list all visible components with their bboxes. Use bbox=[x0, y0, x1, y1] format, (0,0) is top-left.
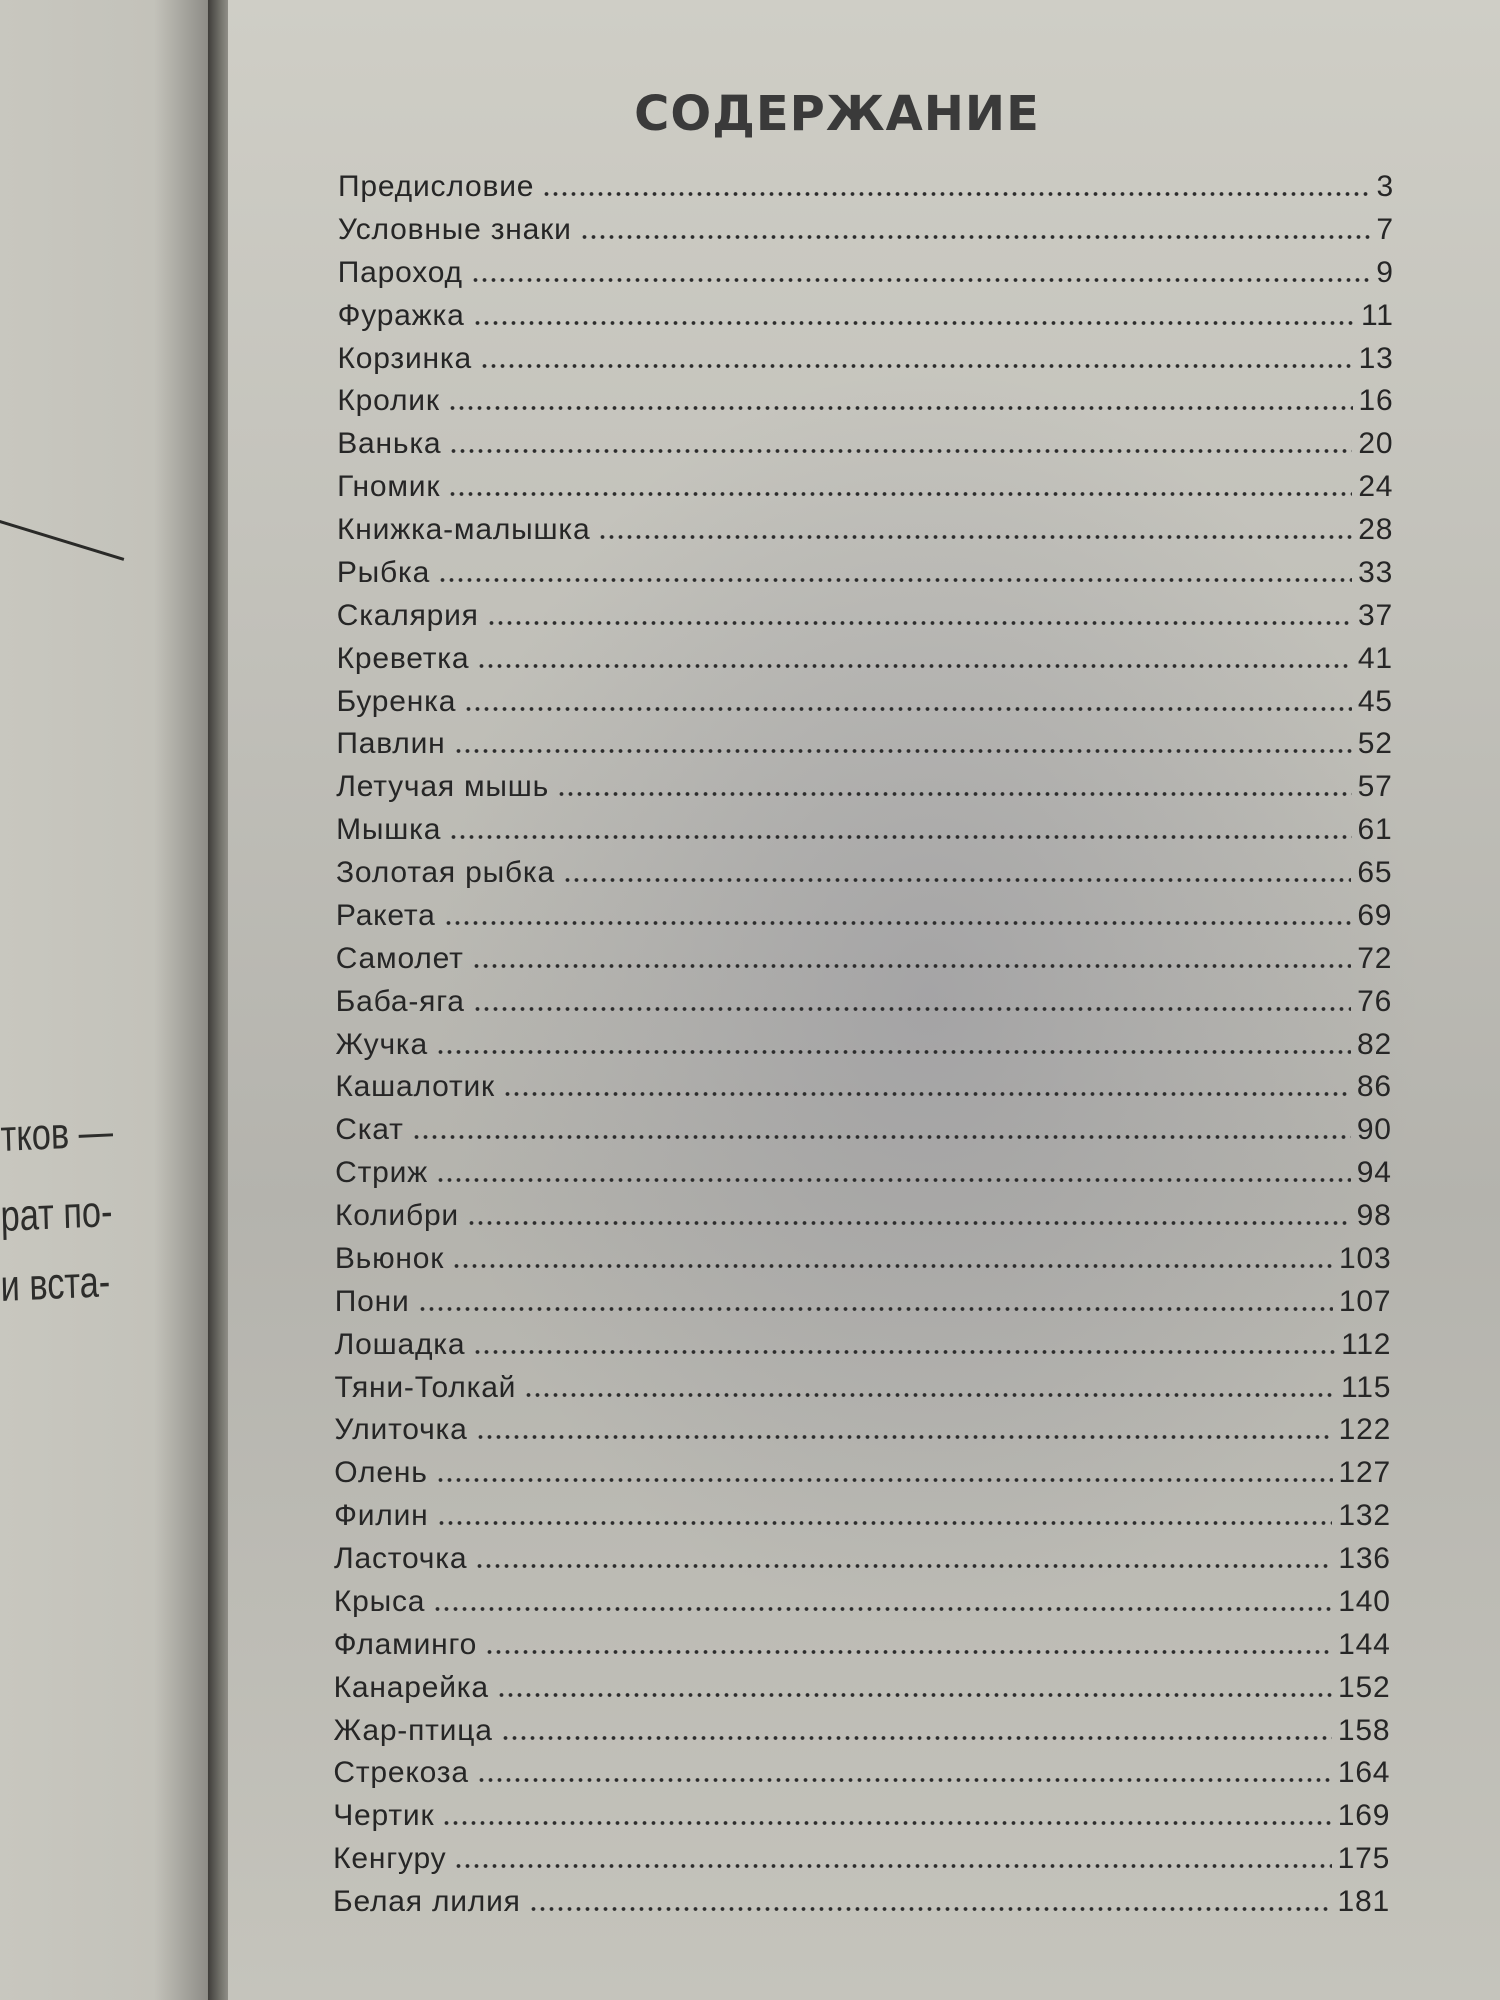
toc-entry bbox=[338, 167, 1394, 207]
toc-entry bbox=[337, 381, 1393, 421]
dot-leader bbox=[473, 1006, 1351, 1012]
toc-entry bbox=[335, 1325, 1392, 1365]
toc-entry-page-number: 127 bbox=[1338, 1456, 1391, 1490]
toc-entry bbox=[338, 253, 1394, 293]
dot-leader bbox=[475, 1563, 1332, 1569]
dot-leader bbox=[473, 1349, 1335, 1355]
toc-entry-title: Пароход bbox=[337, 255, 463, 289]
toc-entry-title: Ванька bbox=[337, 427, 442, 461]
toc-entry bbox=[338, 339, 1394, 379]
toc-entry bbox=[334, 1453, 1391, 1493]
dot-leader bbox=[501, 1735, 1332, 1741]
toc-entry-page-number: 7 bbox=[1376, 212, 1394, 246]
dot-leader bbox=[477, 663, 1352, 669]
toc-entry-page-number: 82 bbox=[1357, 1027, 1392, 1061]
toc-entry-title: Гномик bbox=[337, 470, 441, 504]
toc-entry bbox=[336, 724, 1392, 764]
toc-entry-title: Условные знаки bbox=[337, 212, 572, 246]
toc-entry-title: Фуражка bbox=[337, 298, 465, 332]
dot-leader bbox=[471, 277, 1370, 283]
dot-leader bbox=[467, 1220, 1351, 1226]
dot-leader bbox=[472, 963, 1352, 969]
toc-entry bbox=[336, 810, 1392, 850]
left-page-text-line: и вста- bbox=[0, 1257, 111, 1311]
dot-leader bbox=[436, 1049, 1351, 1055]
toc-entry-title: Улиточка bbox=[334, 1413, 468, 1447]
toc-entry-title: Колибри bbox=[335, 1199, 459, 1232]
toc-entry-title: Рыбка bbox=[336, 555, 431, 589]
toc-entry bbox=[336, 767, 1392, 807]
toc-entry-page-number: 57 bbox=[1357, 770, 1393, 804]
dot-leader bbox=[448, 405, 1353, 411]
right-page bbox=[228, 0, 1500, 2000]
toc-entry-title: Кролик bbox=[337, 384, 440, 418]
drawing-line bbox=[0, 517, 124, 561]
page-title: СОДЕРЖАНИЕ bbox=[634, 86, 1040, 142]
toc-entry-page-number: 45 bbox=[1357, 684, 1393, 718]
dot-leader bbox=[542, 191, 1370, 197]
toc-entry-page-number: 181 bbox=[1337, 1885, 1390, 1918]
toc-entry bbox=[337, 639, 1393, 679]
toc-entry bbox=[334, 1668, 1391, 1708]
dot-leader bbox=[433, 1606, 1332, 1612]
toc-entry-title: Мышка bbox=[336, 813, 442, 847]
toc-entry bbox=[333, 1796, 1390, 1836]
toc-entry bbox=[335, 1110, 1392, 1150]
toc-entry-page-number: 16 bbox=[1358, 384, 1394, 418]
dot-leader bbox=[563, 877, 1351, 883]
toc-entry-title: Ракета bbox=[335, 898, 436, 932]
toc-entry-page-number: 69 bbox=[1357, 898, 1393, 932]
toc-entry-title: Филин bbox=[334, 1499, 429, 1533]
toc-entry-page-number: 11 bbox=[1360, 298, 1394, 332]
toc-entry-page-number: 3 bbox=[1376, 170, 1394, 203]
toc-entry-title: Чертик bbox=[333, 1799, 435, 1833]
dot-leader bbox=[449, 448, 1352, 454]
toc-entry-page-number: 98 bbox=[1356, 1199, 1392, 1232]
toc-entry-page-number: 20 bbox=[1358, 427, 1394, 461]
toc-entry-title: Фламинго bbox=[333, 1627, 478, 1661]
toc-entry-page-number: 115 bbox=[1340, 1370, 1392, 1404]
toc-entry-page-number: 103 bbox=[1339, 1241, 1392, 1275]
toc-entry-page-number: 90 bbox=[1356, 1113, 1392, 1147]
dot-leader bbox=[580, 234, 1371, 240]
toc-entry bbox=[336, 896, 1392, 936]
toc-entry bbox=[334, 1496, 1391, 1536]
toc-entry-title: Самолет bbox=[335, 941, 464, 975]
toc-entry bbox=[336, 1025, 1393, 1065]
toc-entry-page-number: 13 bbox=[1358, 341, 1394, 375]
toc-entry-page-number: 65 bbox=[1357, 856, 1393, 889]
toc-entry-page-number: 112 bbox=[1341, 1327, 1392, 1361]
toc-entry-title: Белая лилия bbox=[333, 1885, 521, 1918]
toc-entry-title: Ласточка bbox=[334, 1542, 468, 1575]
toc-entry bbox=[335, 1067, 1392, 1107]
toc-entry bbox=[338, 296, 1394, 336]
toc-entry bbox=[333, 1753, 1390, 1793]
toc-entry-page-number: 72 bbox=[1357, 941, 1393, 975]
toc-entry bbox=[337, 510, 1393, 550]
toc-entry-title: Вьюнок bbox=[334, 1241, 445, 1275]
toc-entry-page-number: 9 bbox=[1376, 255, 1394, 289]
toc-entry-page-number: 33 bbox=[1358, 555, 1394, 589]
dot-leader bbox=[473, 320, 1355, 326]
toc-entry bbox=[335, 1368, 1392, 1408]
toc-entry bbox=[333, 1882, 1390, 1922]
dot-leader bbox=[557, 791, 1352, 797]
toc-entry-page-number: 136 bbox=[1338, 1542, 1391, 1575]
toc-entry-page-number: 52 bbox=[1357, 727, 1393, 761]
toc-entry-title: Пони bbox=[334, 1284, 410, 1318]
dot-leader bbox=[449, 834, 1351, 840]
left-page bbox=[0, 0, 220, 2000]
toc-entry-page-number: 76 bbox=[1357, 984, 1393, 1018]
dot-leader bbox=[454, 748, 1352, 754]
toc-entry-page-number: 144 bbox=[1338, 1627, 1391, 1661]
dot-leader bbox=[529, 1906, 1332, 1912]
toc-entry-title: Скат bbox=[335, 1113, 404, 1147]
dot-leader bbox=[448, 491, 1352, 497]
toc-entry bbox=[337, 467, 1393, 507]
toc-entry-title: Предисловие bbox=[338, 170, 535, 203]
toc-entry-title: Олень bbox=[334, 1456, 428, 1490]
toc-entry-title: Книжка-малышка bbox=[337, 513, 591, 546]
toc-entry bbox=[335, 1239, 1392, 1279]
dot-leader bbox=[497, 1692, 1332, 1698]
dot-leader bbox=[444, 920, 1352, 926]
toc-entry-title: Баба-яга bbox=[335, 984, 465, 1018]
dot-leader bbox=[476, 1434, 1333, 1440]
toc-entry-title: Тяни-Толкай bbox=[334, 1370, 517, 1404]
table-of-contents bbox=[228, 0, 1500, 2000]
toc-entry bbox=[336, 939, 1392, 979]
toc-entry bbox=[337, 553, 1393, 593]
toc-entry-page-number: 122 bbox=[1338, 1413, 1392, 1447]
left-page-text-line: тков — bbox=[0, 1106, 114, 1161]
toc-entry-title: Креветка bbox=[336, 641, 470, 675]
toc-entry bbox=[335, 1153, 1392, 1193]
dot-leader bbox=[436, 1477, 1333, 1483]
toc-entry-title: Стриж bbox=[335, 1156, 429, 1190]
toc-entry-title: Корзинка bbox=[337, 341, 472, 375]
toc-entry-page-number: 132 bbox=[1338, 1499, 1391, 1533]
toc-entry bbox=[335, 1196, 1392, 1236]
toc-entry-title: Крыса bbox=[333, 1584, 426, 1618]
dot-leader bbox=[442, 1820, 1331, 1826]
toc-entry bbox=[336, 853, 1392, 893]
toc-entry-page-number: 164 bbox=[1337, 1756, 1391, 1790]
dot-leader bbox=[480, 363, 1353, 369]
toc-entry bbox=[337, 424, 1393, 464]
dot-leader bbox=[412, 1134, 1351, 1140]
toc-entry-title: Павлин bbox=[336, 727, 446, 761]
dot-leader bbox=[418, 1306, 1333, 1312]
toc-entry bbox=[334, 1625, 1391, 1665]
left-page-text-line: рат по- bbox=[0, 1186, 114, 1241]
dot-leader bbox=[436, 1177, 1351, 1183]
dot-leader bbox=[464, 706, 1352, 712]
toc-entry-page-number: 28 bbox=[1358, 513, 1394, 546]
dot-leader bbox=[438, 577, 1352, 583]
toc-entry-title: Стрекоза bbox=[333, 1756, 469, 1790]
toc-entry bbox=[338, 210, 1394, 250]
toc-entry-page-number: 169 bbox=[1337, 1799, 1391, 1833]
toc-entry-page-number: 37 bbox=[1358, 598, 1393, 632]
toc-entry-page-number: 158 bbox=[1337, 1713, 1391, 1747]
toc-entry bbox=[334, 1582, 1391, 1622]
dot-leader bbox=[452, 1263, 1333, 1269]
toc-entry-title: Кенгуру bbox=[333, 1842, 447, 1876]
toc-entry bbox=[336, 982, 1392, 1022]
toc-entry bbox=[337, 682, 1393, 722]
toc-entry-page-number: 140 bbox=[1338, 1584, 1391, 1618]
toc-entry-title: Летучая мышь bbox=[336, 770, 550, 804]
dot-leader bbox=[503, 1091, 1351, 1097]
toc-entry-page-number: 107 bbox=[1338, 1284, 1392, 1318]
toc-entry bbox=[333, 1839, 1390, 1879]
dot-leader bbox=[454, 1863, 1331, 1869]
dot-leader bbox=[598, 534, 1352, 540]
toc-entry-title: Лошадка bbox=[334, 1327, 466, 1361]
toc-entry-title: Канарейка bbox=[333, 1670, 489, 1704]
toc-entry bbox=[334, 1539, 1391, 1579]
toc-entry-page-number: 175 bbox=[1337, 1842, 1391, 1876]
toc-entry-title: Золотая рыбка bbox=[336, 856, 555, 889]
dot-leader bbox=[524, 1392, 1335, 1398]
toc-entry-page-number: 94 bbox=[1356, 1156, 1392, 1190]
toc-entry-page-number: 152 bbox=[1338, 1670, 1391, 1704]
toc-entry-title: Скалярия bbox=[336, 598, 479, 632]
toc-entry-page-number: 24 bbox=[1358, 470, 1394, 504]
dot-leader bbox=[437, 1520, 1333, 1526]
toc-entry-title: Буренка bbox=[336, 684, 457, 718]
toc-entry bbox=[334, 1410, 1391, 1450]
toc-entry bbox=[334, 1711, 1391, 1751]
dot-leader bbox=[485, 1649, 1332, 1655]
dot-leader bbox=[477, 1777, 1332, 1783]
toc-entry-title: Жар-птица bbox=[333, 1713, 493, 1747]
toc-entry bbox=[335, 1282, 1392, 1322]
toc-entry-page-number: 41 bbox=[1357, 641, 1393, 675]
toc-entry-page-number: 61 bbox=[1357, 813, 1393, 847]
toc-entry-title: Жучка bbox=[335, 1027, 428, 1061]
toc-entry-title: Кашалотик bbox=[335, 1070, 495, 1104]
dot-leader bbox=[487, 620, 1352, 626]
toc-entry bbox=[337, 596, 1393, 636]
toc-entry-page-number: 86 bbox=[1356, 1070, 1392, 1104]
